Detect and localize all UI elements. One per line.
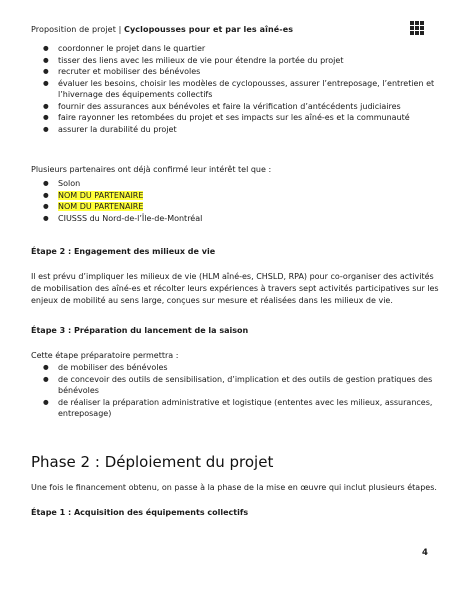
list-item: ● faire rayonner les retombées du projet et ses impacts sur les aîné-es et la communauté [58,112,434,124]
phase2-intro: Une fois le financement obtenu, on passe à la phase de la mise en œuvre qui inclut plusieurs étapes. [31,483,437,492]
list-item: ● évaluer les besoins, choisir les modèles de cyclopousses, assurer l’entreposage, l’entretien et [58,78,434,90]
list-item: ● tisser des liens avec les milieux de vie pour étendre la portée du projet [58,55,434,67]
partners-list [58,178,202,224]
organization-logo-icon [410,21,425,36]
partners-intro: Plusieurs partenaires ont déjà confirmé leur intérêt tel que : [31,165,272,174]
list-item-highlighted [58,201,202,213]
list-item: ● recruter et mobiliser des bénévoles [58,66,434,78]
partner-name-placeholder: NOM DU PARTENAIRE [58,190,144,200]
list-item: ● CIUSSS du Nord-de-l’Île-de-Montréal [58,213,202,225]
phase1-task-list [58,43,434,135]
header-title: Cyclopousses pour et par les aîné-es [124,25,294,34]
phase2-heading: Phase 2 : Déploiement du projet [31,453,274,471]
list-item-continuation: bénévoles [58,386,99,395]
list-item: ● fournir des assurances aux bénévoles et faire la vérification d’antécédents judiciaires [58,101,434,113]
etape3-heading: Étape 3 : Préparation du lancement de la saison [31,326,249,335]
list-item: ● de mobiliser des bénévoles [58,362,432,374]
etape2-line: Il est prévu d’impliquer les milieux de vie (HLM aîné-es, CHSLD, RPA) pour co-organiser des activités [31,272,434,281]
header-prefix: Proposition de projet | [31,25,125,34]
list-item: ● de réaliser la préparation administrative et logistique (ententes avec les milieux, assurances, [58,397,432,409]
phase2-etape1-heading: Étape 1 : Acquisition des équipements collectifs [31,508,249,517]
list-item: ● assurer la durabilité du projet [58,124,434,136]
etape3-intro: Cette étape préparatoire permettra : [31,351,179,360]
etape2-heading: Étape 2 : Engagement des milieux de vie [31,247,216,256]
list-item: ● coordonner le projet dans le quartier [58,43,434,55]
etape2-line: de mobilisation des aîné-es et récolter leurs expériences à travers sept activités participatives sur les [31,284,439,293]
list-item-highlighted [58,190,202,202]
etape2-line: enjeux de mobilité au sens large, conçues sur mesure et réalisées dans les milieux de vie. [31,296,393,305]
list-item-continuation: l’hivernage des équipements collectifs [58,90,213,99]
list-item: ● de concevoir des outils de sensibilisation, d’implication et des outils de gestion pratiques des [58,374,432,386]
partner-name-placeholder: NOM DU PARTENAIRE [58,202,144,211]
etape3-list [58,362,432,420]
page-header [31,25,293,34]
page-number: 4 [422,548,428,558]
list-item-continuation: entreposage) [58,409,112,418]
list-item: ● Solon [58,178,202,190]
